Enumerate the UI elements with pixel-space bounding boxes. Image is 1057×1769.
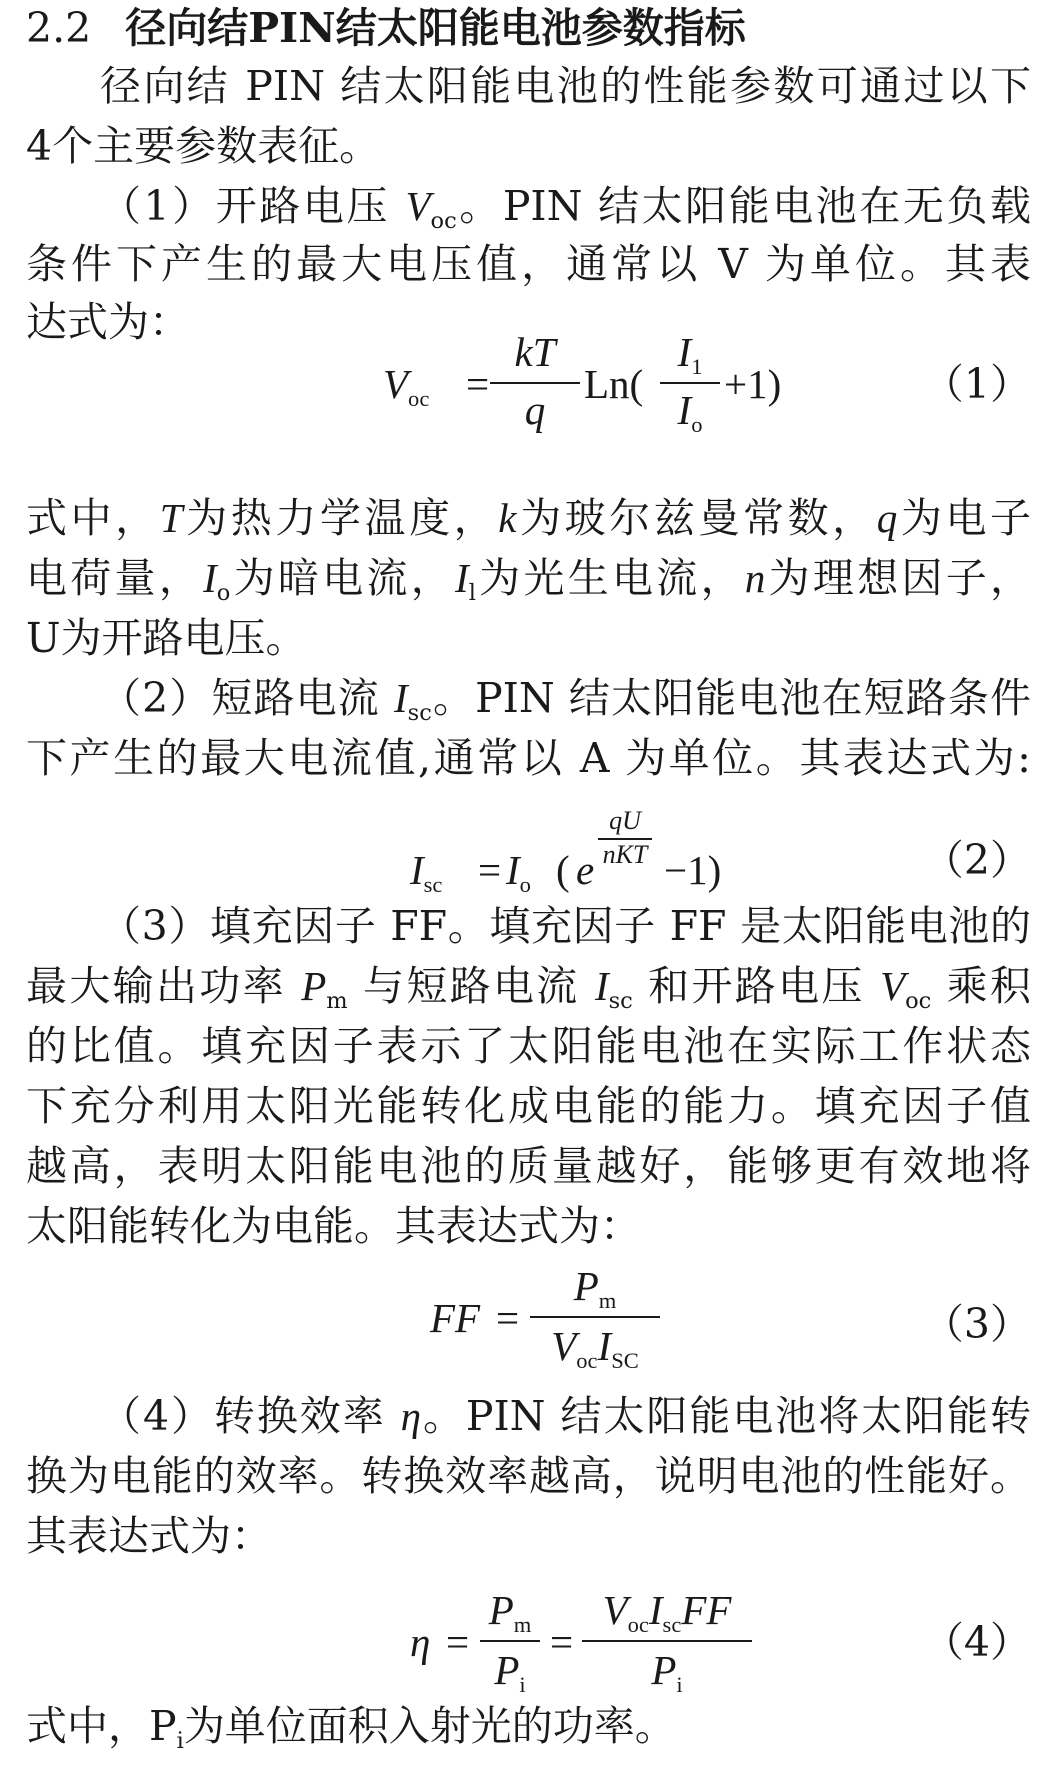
voc-symbol: V: [405, 183, 431, 229]
eq3-fraction-bar: [530, 1316, 660, 1318]
p3-line-2: 最大输出功率 $P_m$ 与短路电流 $I_{sc}$ 和开路电压 $V_{oc}$ 乘积: [26, 962, 1031, 1014]
eq1-inner-bar: [660, 382, 720, 384]
where1-line-2: 电荷量，$I_o$为暗电流，$I_l$为光生电流，n为理想因子，: [26, 554, 1032, 606]
eq3-number: （3）: [922, 1300, 1031, 1348]
eq2-number: （2）: [922, 836, 1031, 884]
where1-line-1: 式中，T为热力学温度，k为玻尔兹曼常数，q为电子: [26, 494, 1032, 542]
p3-line-1: （3）填充因子 FF。填充因子 FF 是太阳能电池的: [100, 902, 1031, 950]
p3-line-6: 太阳能转化为电能。其表达式为：: [26, 1202, 641, 1250]
intro-line-2: 4个主要参数表征。: [26, 122, 381, 170]
intro-line-1: 径向结 PIN 结太阳能电池的性能参数可通过以下: [100, 62, 1031, 110]
p3-line-5: 越高，表明太阳能电池的质量越好，能够更有效地将: [26, 1142, 1031, 1190]
p3-line-4: 下充分利用太阳光能转化成电能的能力。填充因子值: [26, 1082, 1031, 1130]
eq1-number: （1）: [922, 360, 1031, 408]
eq4-fraction-bar-1: [480, 1640, 540, 1642]
eq4-number: （4）: [922, 1618, 1031, 1666]
section-title: 径向结PIN结太阳能电池参数指标: [125, 4, 746, 52]
section-number: 2.2: [26, 4, 92, 52]
p4-line-2: 换为电能的效率。转换效率越高，说明电池的性能好。: [26, 1452, 1031, 1500]
eq4-fraction-bar-2: [582, 1640, 752, 1642]
p3-line-3: 的比值。填充因子表示了太阳能电池在实际工作状态: [26, 1022, 1031, 1070]
p2-line-2: 下产生的最大电流值,通常以 A 为单位。其表达式为:: [26, 734, 1031, 782]
p2-line-1: （2）短路电流 $I_{sc}$。PIN 结太阳能电池在短路条件: [100, 674, 1031, 726]
p4-line-3: 其表达式为：: [26, 1512, 272, 1560]
eq1-fraction-bar: [490, 382, 580, 384]
p1-line-2: 条件下产生的最大电压值，通常以 V 为单位。其表: [26, 240, 1031, 288]
section-heading: [26, 0, 746, 56]
p1-line-3: 达式为：: [26, 298, 190, 346]
p4-line-1: （4）转换效率 η。PIN 结太阳能电池将太阳能转: [100, 1392, 1031, 1440]
p1-line-1: （1）开路电压 $V_{oc}$。PIN 结太阳能电池在无负载: [100, 182, 1031, 234]
where1-line-3: U为开路电压。: [26, 614, 307, 662]
where4-line: 式中，$P_i$为单位面积入射光的功率。: [26, 1702, 676, 1754]
